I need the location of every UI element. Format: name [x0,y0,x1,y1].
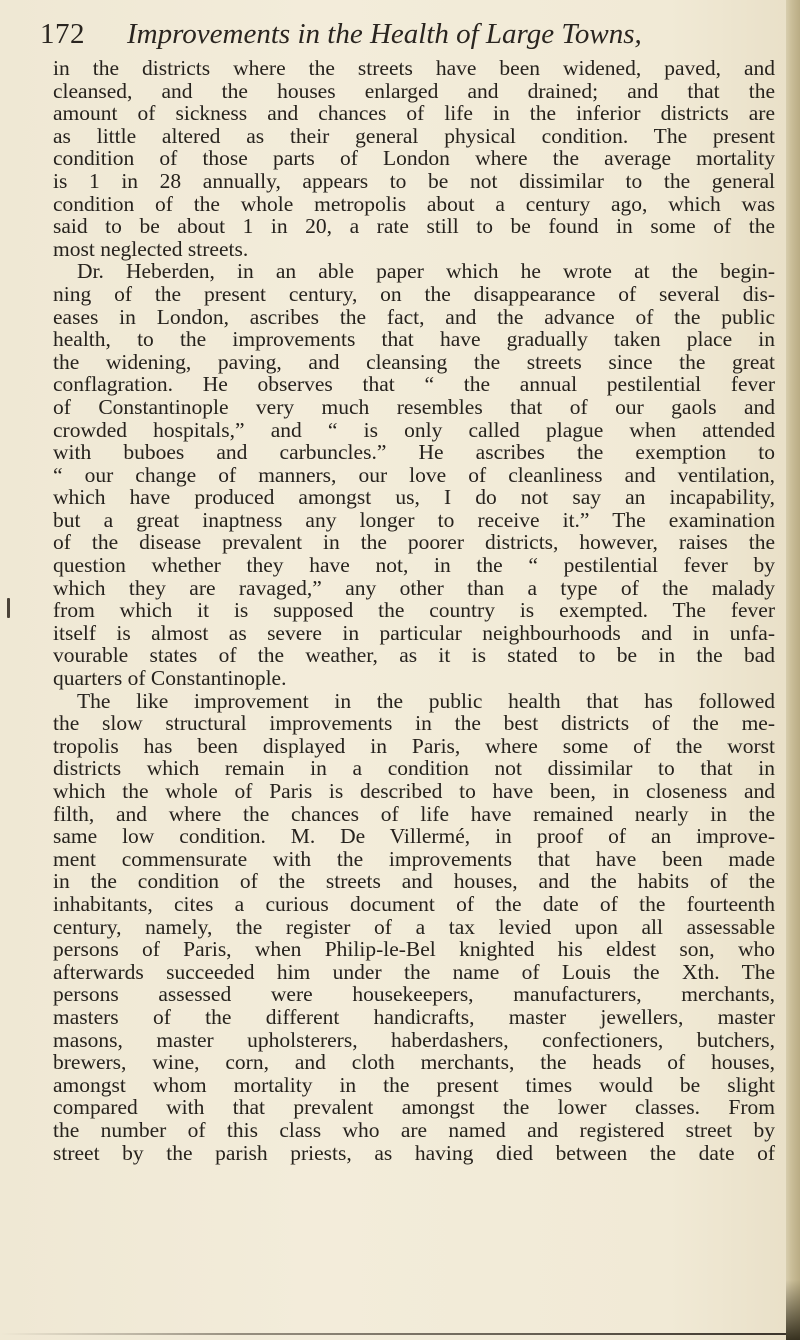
text-line: the slow structural improvements in the best districts of the me- [53,711,775,736]
text-line: cleansed, and the houses enlarged and drained; and that the [53,78,775,103]
text-line: health, to the improvements that have gradually taken place in [53,327,775,352]
text-line: persons of Paris, when Philip-le-Bel knighted his eldest son, who [53,937,775,962]
text-line: masons, master upholsterers, haberdashers, confectioners, butchers, [53,1027,775,1052]
text-line: crowded hospitals,” and “ is only called plague when attended [53,417,775,442]
running-title: Improvements in the Health of Large Towns, [127,18,642,50]
page-number: 172 [40,18,85,50]
text-line: in the condition of the streets and houses, and the habits of the [53,869,775,894]
text-line: from which it is supposed the country is exempted. The fever [53,598,775,623]
body-text [53,57,775,1164]
text-line: condition of the whole metropolis about a century ago, which was [53,191,775,216]
text-line: eases in London, ascribes the fact, and the advance of the public [53,304,775,329]
text-line: ment commensurate with the improvements that have been made [53,846,775,871]
page-edge [786,0,800,1340]
text-line: filth, and where the chances of life have remained nearly in the [53,801,775,826]
text-line: conflagration. He observes that “ the annual pestilential fever [53,372,775,397]
text-line: as little altered as their general physical condition. The present [53,123,775,148]
text-line: street by the parish priests, as having died between the date of [53,1140,775,1165]
text-line: the widening, paving, and cleansing the streets since the great [53,349,775,374]
text-line: Dr. Heberden, in an able paper which he wrote at the begin- [77,259,775,284]
text-line: question whether they have not, in the “ pestilential fever by [53,553,775,578]
text-line: compared with that prevalent amongst the lower classes. From [53,1095,775,1120]
margin-mark [7,598,10,618]
text-line: districts which remain in a condition not dissimilar to that in [53,756,775,781]
text-line: tropolis has been displayed in Paris, where some of the worst [53,733,775,758]
text-line: masters of the different handicrafts, master jewellers, master [53,1004,775,1029]
text-line: condition of those parts of London where the average mortality [53,146,775,171]
text-line: with buboes and carbuncles.” He ascribes the exemption to [53,440,775,465]
text-line: brewers, wine, corn, and cloth merchants, the heads of houses, [53,1050,775,1075]
text-line: which have produced amongst us, I do not say an incapability, [53,485,775,510]
text-line: century, namely, the register of a tax levied upon all assessable [53,914,775,939]
text-line: inhabitants, cites a curious document of the date of the fourteenth [53,891,775,916]
text-line: amongst whom mortality in the present times would be slight [53,1072,775,1097]
text-line: “ our change of manners, our love of cleanliness and ventilation, [53,462,775,487]
text-line: vourable states of the weather, as it is stated to be in the bad [53,643,775,668]
text-line: the number of this class who are named and registered street by [53,1117,775,1142]
text-line: ning of the present century, on the disappearance of several dis- [53,281,775,306]
text-line: said to be about 1 in 20, a rate still to be found in some of the [53,214,775,239]
text-line: in the districts where the streets have been widened, paved, and [53,56,775,80]
text-line: amount of sickness and chances of life in the inferior districts are [53,101,775,126]
text-line: afterwards succeeded him under the name of Louis the Xth. The [53,959,775,984]
text-line: which they are ravaged,” any other than a type of the malady [53,575,775,600]
text-line: The like improvement in the public health that has followed [77,688,775,713]
text-line: most neglected streets. [53,236,249,261]
page-header [40,14,780,54]
text-line: itself is almost as severe in particular neighbourhoods and in unfa- [53,620,775,645]
text-line: of Constantinople very much resembles that of our gaols and [53,394,775,419]
text-line: which the whole of Paris is described to have been, in closeness and [53,779,775,803]
text-line: of the disease prevalent in the poorer districts, however, raises the [53,530,775,555]
text-line: quarters of Constantinople. [53,666,287,691]
page-edge-shadow [786,1280,800,1340]
text-line: persons assessed were housekeepers, manufacturers, merchants, [53,982,775,1007]
text-line: same low condition. M. De Villermé, in proof of an improve- [53,824,775,849]
text-line: is 1 in 28 annually, appears to be not dissimilar to the general [53,168,775,193]
text-line: but a great inaptness any longer to receive it.” The examination [53,507,775,532]
page-bottom-edge [0,1333,786,1335]
